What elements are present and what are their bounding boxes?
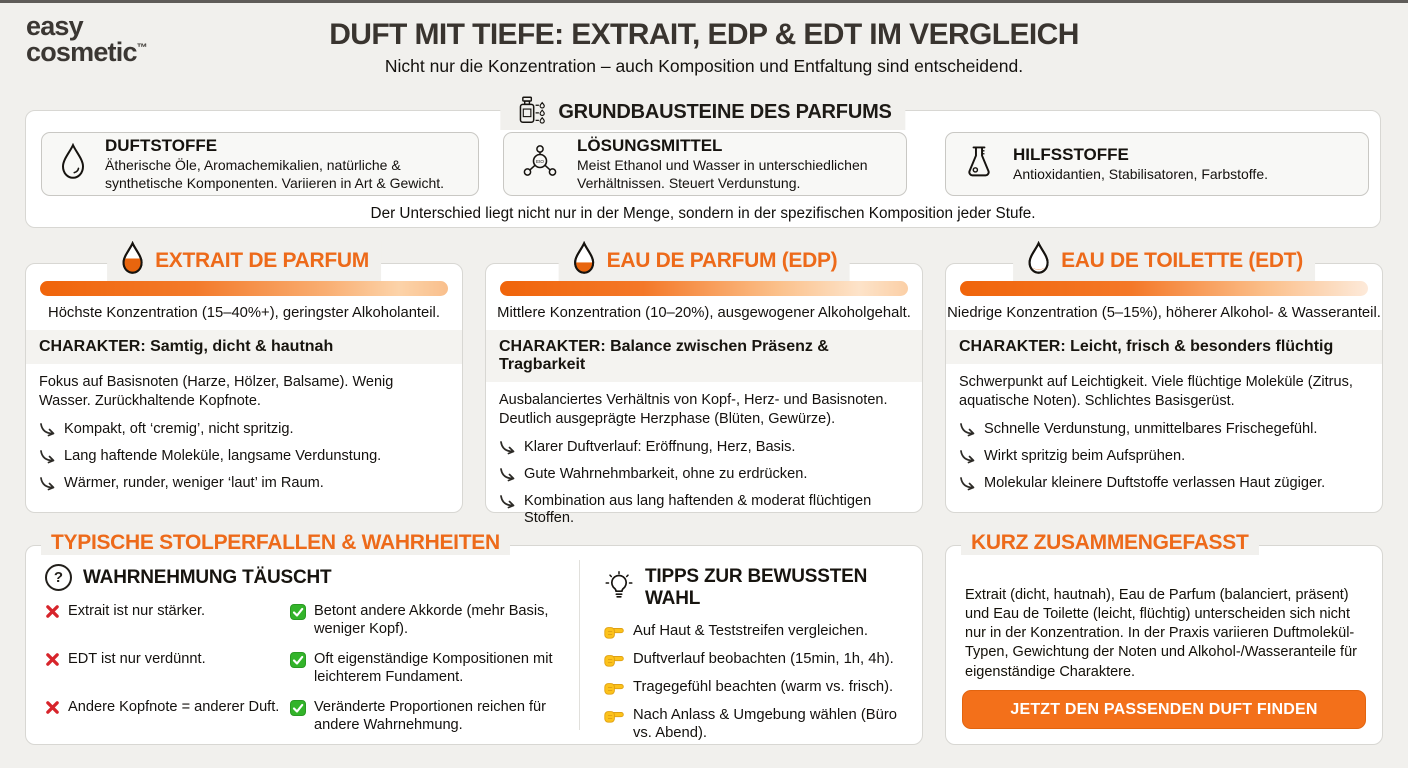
curved-arrow-icon bbox=[959, 450, 975, 464]
tips-title: TIPPS ZUR BEWUSSTEN WAHL bbox=[645, 566, 868, 609]
trademark-symbol: ™ bbox=[136, 41, 147, 54]
red-x-icon bbox=[45, 700, 60, 715]
concentration-gradient-bar bbox=[960, 281, 1368, 296]
logo-line1: easy bbox=[26, 11, 83, 41]
foundation-item-duftstoffe bbox=[41, 132, 479, 196]
foundation-section bbox=[25, 101, 1381, 228]
curved-arrow-icon bbox=[39, 423, 55, 437]
drop-fill-low-icon bbox=[1025, 241, 1052, 281]
foundation-item-title: HILFSSTOFFE bbox=[1013, 144, 1129, 164]
type-description: Fokus auf Basisnoten (Harze, Hölzer, Balsame). Wenig Wasser. Zurückhaltende Kopfnote. bbox=[39, 374, 394, 409]
find-fragrance-button[interactable]: JETZT DEN PASSENDEN DUFT FINDEN bbox=[962, 690, 1366, 729]
pitfalls-section bbox=[25, 531, 923, 745]
curved-arrow-icon bbox=[499, 495, 515, 509]
concentration-text: Niedrige Konzentration (5–15%), höherer Alkohol- & Wasseranteil. bbox=[947, 305, 1381, 321]
concentration-gradient-bar bbox=[500, 281, 908, 296]
foundation-heading bbox=[500, 95, 905, 130]
foundation-item-title: DUFTSTOFFE bbox=[105, 136, 218, 155]
type-points bbox=[959, 421, 1369, 492]
fact-item: Betont andere Akkorde (mehr Basis, weniger Kopf). bbox=[290, 603, 561, 638]
drop-fill-high-icon bbox=[119, 241, 146, 281]
tip-item: Nach Anlass & Umgebung wählen (Büro vs. Abend). bbox=[604, 706, 906, 742]
page-title: DUFT MIT TIEFE: EXTRAIT, EDP & EDT IM VERGLEICH bbox=[329, 18, 1079, 51]
type-point: Schnelle Verdunstung, unmittelbares Frischegefühl. bbox=[959, 421, 1369, 439]
red-x-icon bbox=[45, 604, 60, 619]
type-points bbox=[499, 439, 909, 528]
tip-item: Tragegefühl beachten (warm vs. frisch). bbox=[604, 678, 906, 696]
type-title: EAU DE TOILETTE (EDT) bbox=[1061, 249, 1303, 272]
type-point: Wirkt spritzig beim Aufsprühen. bbox=[959, 448, 1369, 466]
type-description: Schwerpunkt auf Leichtigkeit. Viele flüchtige Moleküle (Zitrus, aquatische Noten). Schlichtes Basisgerüst. bbox=[959, 374, 1353, 409]
myth-item: Andere Kopfnote = anderer Duft. bbox=[45, 699, 282, 734]
type-card-header bbox=[1013, 241, 1315, 281]
type-title: EAU DE PARFUM (EDP) bbox=[606, 249, 838, 272]
foundation-item-hilfsstoffe bbox=[945, 132, 1369, 196]
pointing-hand-icon bbox=[604, 708, 624, 723]
perfume-bottle-icon bbox=[514, 95, 548, 130]
tips-list bbox=[604, 622, 906, 742]
foundation-heading-label: GRUNDBAUSTEINE DES PARFUMS bbox=[558, 101, 892, 123]
summary-text: Extrait (dicht, hautnah), Eau de Parfum (balanciert, präsent) und Eau de Toilette (leicht, flüchtig) unterscheiden sich nicht nur in der Konzentration. In der Praxis variieren Duftmolekül-Typen, Gewichtung der Noten und Alkohol-/Wasseranteile für eigenständige Charaktere. bbox=[965, 587, 1357, 680]
curved-arrow-icon bbox=[959, 477, 975, 491]
page-subtitle: Nicht nur die Konzentration – auch Komposition und Entfaltung sind entscheidend. bbox=[384, 56, 1024, 76]
logo-line2: cosmetic™ bbox=[26, 36, 147, 67]
foundation-item-loesungsmittel bbox=[503, 132, 907, 196]
foundation-item-text: Antioxidantien, Stabilisatoren, Farbstoffe. bbox=[1013, 165, 1269, 182]
type-title: EXTRAIT DE PARFUM bbox=[155, 249, 369, 272]
top-border-strip bbox=[0, 0, 1408, 3]
curved-arrow-icon bbox=[39, 477, 55, 491]
concentration-text: Mittlere Konzentration (10–20%), ausgewogener Alkoholgehalt. bbox=[497, 305, 911, 321]
type-card-edt bbox=[945, 249, 1383, 513]
type-description: Ausbalanciertes Verhältnis von Kopf-, Herz- und Basisnoten. Deutlich ausgeprägte Herzphase (Blüten, Gewürze). bbox=[499, 392, 888, 427]
pitfalls-heading: TYPISCHE STOLPERFALLEN & WAHRHEITEN bbox=[41, 531, 510, 555]
curved-arrow-icon bbox=[499, 441, 515, 455]
type-point: Lang haftende Moleküle, langsame Verdunstung. bbox=[39, 448, 449, 466]
myth-item: EDT ist nur verdünnt. bbox=[45, 651, 282, 686]
perception-title-row bbox=[45, 564, 331, 591]
tips-pane bbox=[580, 546, 922, 744]
foundation-item-text: Ätherische Öle, Aromachemikalien, natürliche & synthetische Komponenten. Variieren in Art & Gewicht. bbox=[105, 157, 445, 191]
pointing-hand-icon bbox=[604, 624, 624, 639]
tip-item: Duftverlauf beobachten (15min, 1h, 4h). bbox=[604, 650, 906, 668]
charakter-strip: CHARAKTER: Balance zwischen Präsenz & Tragbarkeit bbox=[486, 330, 922, 382]
summary-heading: KURZ ZUSAMMENGEFASST bbox=[961, 531, 1259, 555]
type-point: Kombination aus lang haftenden & moderat flüchtigen Stoffen. bbox=[499, 493, 909, 529]
tip-item: Auf Haut & Teststreifen vergleichen. bbox=[604, 622, 906, 640]
curved-arrow-icon bbox=[39, 450, 55, 464]
red-x-icon bbox=[45, 652, 60, 667]
green-check-icon bbox=[290, 604, 306, 620]
droplet-outline-icon bbox=[58, 143, 88, 186]
question-circle-icon: ? bbox=[45, 564, 72, 591]
foundation-note: Der Unterschied liegt nicht nur in der Menge, sondern in der spezifischen Komposition jeder Stufe. bbox=[370, 205, 1036, 222]
type-card-extrait bbox=[25, 249, 463, 513]
type-point: Klarer Duftverlauf: Eröffnung, Herz, Basis. bbox=[499, 439, 909, 457]
curved-arrow-icon bbox=[499, 468, 515, 482]
perception-title: WAHRNEHMUNG TÄUSCHT bbox=[83, 566, 332, 588]
perception-grid bbox=[45, 603, 561, 734]
type-point: Molekular kleinere Duftstoffe verlassen Haut zügiger. bbox=[959, 475, 1369, 493]
svg-text:EtO: EtO bbox=[536, 158, 544, 164]
lightbulb-icon bbox=[604, 571, 634, 606]
charakter-strip: CHARAKTER: Samtig, dicht & hautnah bbox=[26, 330, 462, 364]
molecule-icon bbox=[520, 145, 560, 184]
type-point: Gute Wahrnehmbarkeit, ohne zu erdrücken. bbox=[499, 466, 909, 484]
drop-fill-medium-icon bbox=[571, 241, 598, 281]
foundation-item-title: LÖSUNGSMITTEL bbox=[577, 136, 723, 155]
concentration-gradient-bar bbox=[40, 281, 448, 296]
type-card-header bbox=[107, 241, 381, 281]
myth-item: Extrait ist nur stärker. bbox=[45, 603, 282, 638]
fact-item: Oft eigenständige Kompositionen mit leichterem Fundament. bbox=[290, 651, 561, 686]
green-check-icon bbox=[290, 652, 306, 668]
type-points bbox=[39, 421, 449, 492]
pointing-hand-icon bbox=[604, 680, 624, 695]
type-card-edp bbox=[485, 249, 923, 527]
fact-item: Veränderte Proportionen reichen für andere Wahrnehmung. bbox=[290, 699, 561, 734]
tips-title-row bbox=[604, 566, 906, 610]
summary-section bbox=[945, 531, 1383, 745]
charakter-strip: CHARAKTER: Leicht, frisch & besonders flüchtig bbox=[946, 330, 1382, 364]
type-card-header bbox=[559, 241, 850, 281]
type-point: Kompakt, oft ‘cremig’, nicht spritzig. bbox=[39, 421, 449, 439]
type-point: Wärmer, runder, weniger ‘laut’ im Raum. bbox=[39, 475, 449, 493]
pointing-hand-icon bbox=[604, 652, 624, 667]
foundation-item-text: Meist Ethanol und Wasser in unterschiedlichen Verhältnissen. Steuert Verdunstung. bbox=[577, 157, 868, 191]
curved-arrow-icon bbox=[959, 423, 975, 437]
flask-icon bbox=[962, 145, 996, 184]
concentration-text: Höchste Konzentration (15–40%+), geringster Alkoholanteil. bbox=[48, 305, 440, 321]
green-check-icon bbox=[290, 700, 306, 716]
